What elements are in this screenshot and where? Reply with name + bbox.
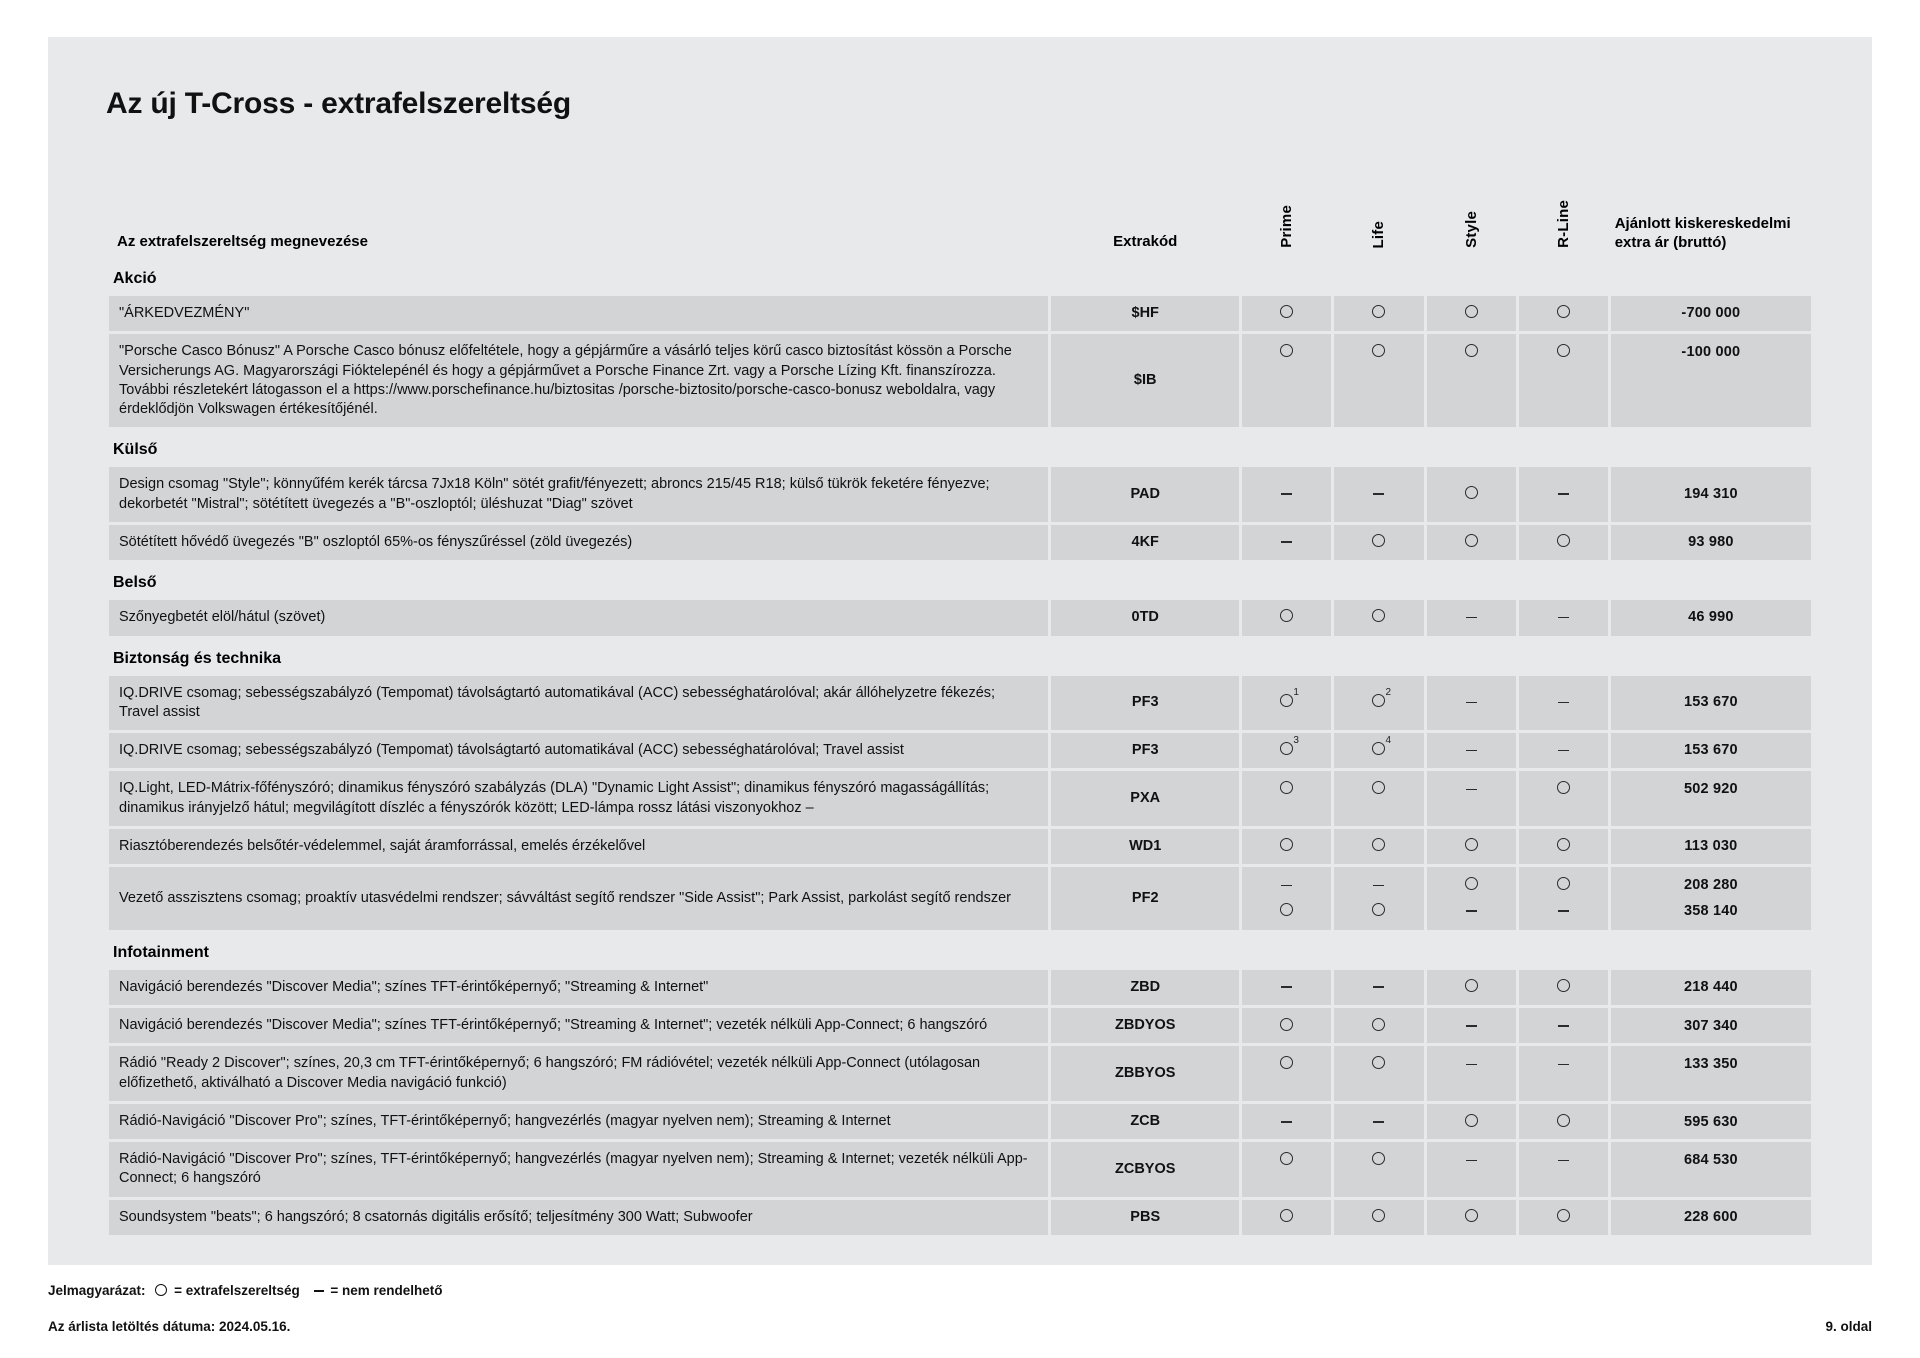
unavailable-dash-icon: [1373, 493, 1384, 495]
unavailable-dash-icon: [1373, 1121, 1384, 1123]
trim-availability: [1427, 1046, 1516, 1101]
unavailable-dash-icon: [1466, 789, 1477, 791]
footnote-marker: 2: [1385, 687, 1392, 699]
column-header-code: Extrakód: [1113, 233, 1178, 250]
extra-code: PBS: [1051, 1200, 1239, 1235]
page-title: Az új T-Cross - extrafelszereltség: [106, 87, 572, 120]
trim-availability: [1519, 867, 1608, 930]
trim-availability: [1242, 970, 1331, 1005]
available-circle-icon: [1557, 305, 1570, 318]
available-circle-icon: [1372, 344, 1385, 357]
trim-label-style: Style: [1462, 211, 1480, 248]
table-row[interactable]: [109, 970, 1811, 1005]
trim-availability: [1427, 1142, 1516, 1197]
extra-code: $HF: [1051, 296, 1239, 331]
table-row[interactable]: [109, 771, 1811, 826]
extra-code: $IB: [1051, 334, 1239, 427]
available-circle-icon: [1280, 1209, 1293, 1222]
available-circle-icon: [1372, 781, 1385, 794]
circle-icon: [155, 1284, 167, 1296]
table-row[interactable]: [109, 467, 1811, 522]
available-circle-icon: [1557, 344, 1570, 357]
table-row[interactable]: [109, 1104, 1811, 1139]
extra-code: ZCB: [1051, 1104, 1239, 1139]
trim-availability: [1242, 334, 1331, 427]
available-circle-icon: [1465, 1114, 1478, 1127]
legend: [48, 1283, 442, 1298]
trim-availability: [1427, 676, 1516, 731]
trim-availability: [1334, 296, 1423, 331]
trim-availability: [1519, 467, 1608, 522]
available-circle-icon: [1372, 838, 1385, 851]
table-row[interactable]: [109, 867, 1811, 930]
unavailable-dash-icon: [1558, 493, 1569, 495]
trim-availability: [1427, 1200, 1516, 1235]
table-body: [109, 259, 1811, 1235]
trim-availability: [1519, 296, 1608, 331]
trim-availability: [1427, 771, 1516, 826]
extra-price: -100 000: [1611, 334, 1811, 427]
trim-availability: [1519, 1008, 1608, 1043]
available-circle-icon: [1557, 979, 1570, 992]
extra-description: "ÁRKEDVEZMÉNY": [109, 296, 1048, 331]
section-heading-row: [109, 639, 1811, 673]
unavailable-dash-icon: [1281, 1121, 1292, 1123]
table-row[interactable]: [109, 1046, 1811, 1101]
trim-availability: [1334, 867, 1423, 930]
trim-label-life: Life: [1370, 220, 1388, 248]
trim-availability: [1242, 467, 1331, 522]
extra-description: Rádió "Ready 2 Discover"; színes, 20,3 cm TFT-érintőképernyő; 6 hangszóró; FM rádióvétel; vezeték nélküli App-Connect (utólagosan előfizethető, aktiválható a Discover Media navigáció funkció): [109, 1046, 1048, 1101]
section-heading: Külső: [113, 441, 158, 459]
table-row[interactable]: [109, 676, 1811, 731]
available-circle-icon: [1557, 1114, 1570, 1127]
unavailable-dash-icon: [1281, 885, 1292, 887]
trim-availability: [1519, 771, 1608, 826]
extra-price: 153 670: [1611, 676, 1811, 731]
trim-availability: [1519, 1046, 1608, 1101]
footnote-marker: 3: [1293, 735, 1299, 747]
trim-availability: [1334, 1200, 1423, 1235]
table-row[interactable]: [109, 334, 1811, 427]
extra-description: Rádió-Navigáció "Discover Pro"; színes, TFT-érintőképernyő; hangvezérlés (magyar nyelven nem); Streaming & Internet; vezeték nélküli App-Connect; 6 hangszóró: [109, 1142, 1048, 1197]
price-header-line2: extra ár (bruttó): [1614, 233, 1727, 251]
download-date: Az árlista letöltés dátuma: 2024.05.16.: [48, 1319, 291, 1334]
available-circle-icon: [1280, 687, 1299, 707]
extra-price: 307 340: [1611, 1008, 1811, 1043]
footnote-marker: 1: [1293, 687, 1299, 699]
trim-availability: [1242, 733, 1331, 768]
unavailable-dash-icon: [1466, 1064, 1477, 1066]
trim-label-rline: R-Line: [1554, 200, 1572, 248]
content-sheet: [48, 37, 1872, 1265]
trim-availability: [1242, 1142, 1331, 1197]
table-row[interactable]: [109, 1200, 1811, 1235]
available-circle-icon: [1372, 687, 1392, 707]
extra-code: PF2: [1051, 867, 1239, 930]
trim-availability: [1242, 829, 1331, 864]
extra-price: 218 440: [1611, 970, 1811, 1005]
trim-availability: [1242, 1104, 1331, 1139]
unavailable-dash-icon: [1466, 1025, 1477, 1027]
trim-availability: [1334, 829, 1423, 864]
extra-description: Riasztóberendezés belsőtér-védelemmel, saját áramforrással, emelés érzékelővel: [109, 829, 1048, 864]
unavailable-dash-icon: [1373, 885, 1384, 887]
extra-description: Vezető asszisztens csomag; proaktív utasvédelmi rendszer; sávváltást segítő rendszer "Side Assist"; Park Assist, parkolást segítő rendszer: [109, 867, 1048, 930]
unavailable-dash-icon: [1466, 750, 1477, 752]
unavailable-dash-icon: [1558, 750, 1569, 752]
unavailable-dash-icon: [1558, 617, 1569, 619]
trim-availability: [1242, 296, 1331, 331]
footnote-marker: 4: [1385, 735, 1392, 747]
dash-icon: [314, 1290, 324, 1292]
available-circle-icon: [1280, 838, 1293, 851]
extra-description: Sötétített hővédő üvegezés "B" oszloptól 65%-os fényszűréssel (zöld üvegezés): [109, 525, 1048, 560]
column-header-trim-style: [1427, 166, 1516, 256]
trim-availability: [1427, 1008, 1516, 1043]
available-circle-icon: [1280, 903, 1293, 916]
available-circle-icon: [1372, 1056, 1385, 1069]
table-row[interactable]: [109, 1142, 1811, 1197]
unavailable-dash-icon: [1281, 541, 1292, 543]
unavailable-dash-icon: [1281, 986, 1292, 988]
available-circle-icon: [1465, 838, 1478, 851]
legend-circle-text: = extrafelszereltség: [174, 1283, 300, 1298]
available-circle-icon: [1372, 609, 1385, 622]
available-circle-icon: [1465, 877, 1478, 890]
table-row[interactable]: [109, 733, 1811, 768]
available-circle-icon: [1372, 1209, 1385, 1222]
column-header-description: Az extrafelszereltség megnevezése: [117, 233, 368, 250]
extra-price: 684 530: [1611, 1142, 1811, 1197]
trim-availability: [1519, 733, 1608, 768]
available-circle-icon: [1372, 1152, 1385, 1165]
section-heading-row: [109, 563, 1811, 597]
unavailable-dash-icon: [1466, 910, 1477, 912]
extra-price: 502 920: [1611, 771, 1811, 826]
extra-price: -700 000: [1611, 296, 1811, 331]
trim-availability: [1242, 771, 1331, 826]
extra-code: ZBBYOS: [1051, 1046, 1239, 1101]
extra-price-variant-b: 358 140: [1683, 902, 1738, 919]
available-circle-icon: [1280, 305, 1293, 318]
available-circle-icon: [1280, 735, 1299, 755]
trim-availability: [1427, 600, 1516, 635]
section-heading: Biztonság és technika: [113, 649, 282, 667]
extra-code: ZBDYOS: [1051, 1008, 1239, 1043]
extra-code: PF3: [1051, 733, 1239, 768]
section-heading-row: [109, 430, 1811, 464]
column-header-price: [1611, 166, 1811, 256]
trim-availability: [1242, 600, 1331, 635]
extra-description: Soundsystem "beats"; 6 hangszóró; 8 csatornás digitális erősítő; teljesítmény 300 Watt; Subwoofer: [109, 1200, 1048, 1235]
table-row[interactable]: [109, 829, 1811, 864]
extra-price: 194 310: [1611, 467, 1811, 522]
extra-description: IQ.DRIVE csomag; sebességszabályzó (Tempomat) távolságtartó automatikával (ACC) sebességhatárolóval; Travel assist: [109, 733, 1048, 768]
section-heading-row: [109, 933, 1811, 967]
available-circle-icon: [1280, 344, 1293, 357]
trim-availability: [1334, 525, 1423, 560]
available-circle-icon: [1465, 305, 1478, 318]
extra-code: PXA: [1051, 771, 1239, 826]
trim-availability: [1427, 829, 1516, 864]
available-circle-icon: [1557, 781, 1570, 794]
available-circle-icon: [1280, 1152, 1293, 1165]
extra-description: "Porsche Casco Bónusz" A Porsche Casco bónusz előfeltétele, hogy a gépjárműre a vásárló teljes körű casco biztosítást kössön a Porsche Versicherungs AG. Magyarországi Fióktelepénél és hogy a gépjárművet a Porsche Finance Zrt. vagy a Porsche Lízing Kft. finanszírozza. További részletekért látogasson el a https://www.porschefinance.hu/biztositas /porsche-biztosito/porsche-casco-bonusz weboldalra, vagy érdeklődjön Volkswagen értékesítőjénél.: [109, 334, 1048, 427]
trim-availability: [1427, 733, 1516, 768]
extra-description: Rádió-Navigáció "Discover Pro"; színes, TFT-érintőképernyő; hangvezérlés (magyar nyelven nem); Streaming & Internet: [109, 1104, 1048, 1139]
extra-description: IQ.Light, LED-Mátrix-főfényszóró; dinamikus fényszóró szabályzás (DLA) "Dynamic Light Assist"; dinamikus fényszóró magasságállítás; dinamikus irányjelző hátul; megvilágított díszléc a fényszórók között; LED-lámpa rossz látási viszonyokhoz –: [109, 771, 1048, 826]
table-row[interactable]: [109, 1008, 1811, 1043]
available-circle-icon: [1557, 877, 1570, 890]
extra-description: Navigáció berendezés "Discover Media"; színes TFT-érintőképernyő; "Streaming & Internet": [109, 970, 1048, 1005]
extra-code: ZCBYOS: [1051, 1142, 1239, 1197]
available-circle-icon: [1465, 486, 1478, 499]
available-circle-icon: [1465, 534, 1478, 547]
trim-availability: [1334, 334, 1423, 427]
available-circle-icon: [1557, 534, 1570, 547]
section-heading: Akció: [113, 270, 157, 287]
available-circle-icon: [1372, 305, 1385, 318]
extra-price: 113 030: [1611, 829, 1811, 864]
available-circle-icon: [1465, 1209, 1478, 1222]
trim-availability: [1427, 296, 1516, 331]
trim-label-prime: Prime: [1278, 205, 1296, 248]
extra-price: 46 990: [1611, 600, 1811, 635]
section-heading-row: [109, 259, 1811, 293]
trim-availability: [1334, 600, 1423, 635]
trim-availability: [1242, 867, 1331, 930]
extra-description: Navigáció berendezés "Discover Media"; színes TFT-érintőképernyő; "Streaming & Internet"; vezeték nélküli App-Connect; 6 hangszóró: [109, 1008, 1048, 1043]
trim-availability: [1334, 1142, 1423, 1197]
unavailable-dash-icon: [1558, 1025, 1569, 1027]
available-circle-icon: [1372, 903, 1385, 916]
trim-availability: [1334, 1008, 1423, 1043]
unavailable-dash-icon: [1466, 617, 1477, 619]
available-circle-icon: [1280, 1018, 1293, 1031]
trim-availability: [1427, 970, 1516, 1005]
section-heading: Belső: [113, 574, 157, 592]
trim-availability: [1427, 467, 1516, 522]
extra-price: 595 630: [1611, 1104, 1811, 1139]
legend-prefix: Jelmagyarázat:: [48, 1283, 146, 1298]
section-heading: Infotainment: [113, 943, 209, 961]
extra-price-variant-a: 208 280: [1683, 877, 1738, 894]
available-circle-icon: [1372, 534, 1385, 547]
trim-availability: [1242, 525, 1331, 560]
unavailable-dash-icon: [1466, 702, 1477, 704]
trim-availability: [1334, 467, 1423, 522]
unavailable-dash-icon: [1373, 986, 1384, 988]
unavailable-dash-icon: [1558, 1064, 1569, 1066]
table-row[interactable]: [109, 525, 1811, 560]
available-circle-icon: [1372, 1018, 1385, 1031]
extra-price: 153 670: [1611, 733, 1811, 768]
unavailable-dash-icon: [1466, 1160, 1477, 1162]
page-number: 9. oldal: [1825, 1319, 1872, 1334]
column-header-trim-prime: [1242, 166, 1331, 256]
table-row[interactable]: [109, 296, 1811, 331]
column-header-trim-life: [1334, 166, 1423, 256]
trim-availability: [1334, 676, 1423, 731]
extra-description: IQ.DRIVE csomag; sebességszabályzó (Tempomat) távolságtartó automatikával (ACC) sebességhatárolóval; akár állóhelyzetre fékezés; Travel assist: [109, 676, 1048, 731]
extra-price: 228 600: [1611, 1200, 1811, 1235]
available-circle-icon: [1280, 1056, 1293, 1069]
trim-availability: [1334, 1046, 1423, 1101]
unavailable-dash-icon: [1558, 910, 1569, 912]
trim-availability: [1519, 829, 1608, 864]
trim-availability: [1427, 867, 1516, 930]
trim-availability: [1427, 334, 1516, 427]
trim-availability: [1334, 1104, 1423, 1139]
trim-availability: [1334, 733, 1423, 768]
extra-code: 4KF: [1051, 525, 1239, 560]
trim-availability: [1242, 676, 1331, 731]
trim-availability: [1242, 1046, 1331, 1101]
page-footer: [48, 1319, 1872, 1334]
trim-availability: [1242, 1200, 1331, 1235]
extra-description: Design csomag "Style"; könnyűfém kerék tárcsa 7Jx18 Köln" sötét grafit/fényezett; abroncs 215/45 R18; külső tükrök feketére fényezve; dekorbetét "Mistral"; sötétített üvegezés a "B"-oszloptól; üléshuzat "Diag" szövet: [109, 467, 1048, 522]
trim-availability: [1519, 600, 1608, 635]
extra-code: ZBD: [1051, 970, 1239, 1005]
available-circle-icon: [1557, 838, 1570, 851]
available-circle-icon: [1280, 609, 1293, 622]
extra-price: [1611, 867, 1811, 930]
available-circle-icon: [1465, 344, 1478, 357]
extra-code: PAD: [1051, 467, 1239, 522]
trim-availability: [1427, 525, 1516, 560]
trim-availability: [1519, 1142, 1608, 1197]
trim-availability: [1519, 970, 1608, 1005]
trim-availability: [1519, 334, 1608, 427]
extras-table: [106, 163, 1814, 1238]
trim-availability: [1519, 525, 1608, 560]
extra-code: PF3: [1051, 676, 1239, 731]
available-circle-icon: [1557, 1209, 1570, 1222]
extra-description: Szőnyegbetét elöl/hátul (szövet): [109, 600, 1048, 635]
trim-availability: [1519, 1104, 1608, 1139]
price-header-line1: Ajánlott kiskereskedelmi: [1614, 214, 1791, 232]
unavailable-dash-icon: [1558, 1160, 1569, 1162]
extra-code: 0TD: [1051, 600, 1239, 635]
available-circle-icon: [1372, 735, 1392, 755]
legend-dash-text: = nem rendelhető: [330, 1283, 443, 1298]
trim-availability: [1334, 771, 1423, 826]
extra-price: 93 980: [1611, 525, 1811, 560]
table-header: [109, 166, 1811, 256]
extra-code: WD1: [1051, 829, 1239, 864]
unavailable-dash-icon: [1558, 702, 1569, 704]
available-circle-icon: [1465, 979, 1478, 992]
trim-availability: [1427, 1104, 1516, 1139]
column-header-trim-rline: [1519, 166, 1608, 256]
trim-availability: [1334, 970, 1423, 1005]
trim-availability: [1242, 1008, 1331, 1043]
available-circle-icon: [1280, 781, 1293, 794]
unavailable-dash-icon: [1281, 493, 1292, 495]
extra-price: 133 350: [1611, 1046, 1811, 1101]
trim-availability: [1519, 676, 1608, 731]
table-row[interactable]: [109, 600, 1811, 635]
trim-availability: [1519, 1200, 1608, 1235]
